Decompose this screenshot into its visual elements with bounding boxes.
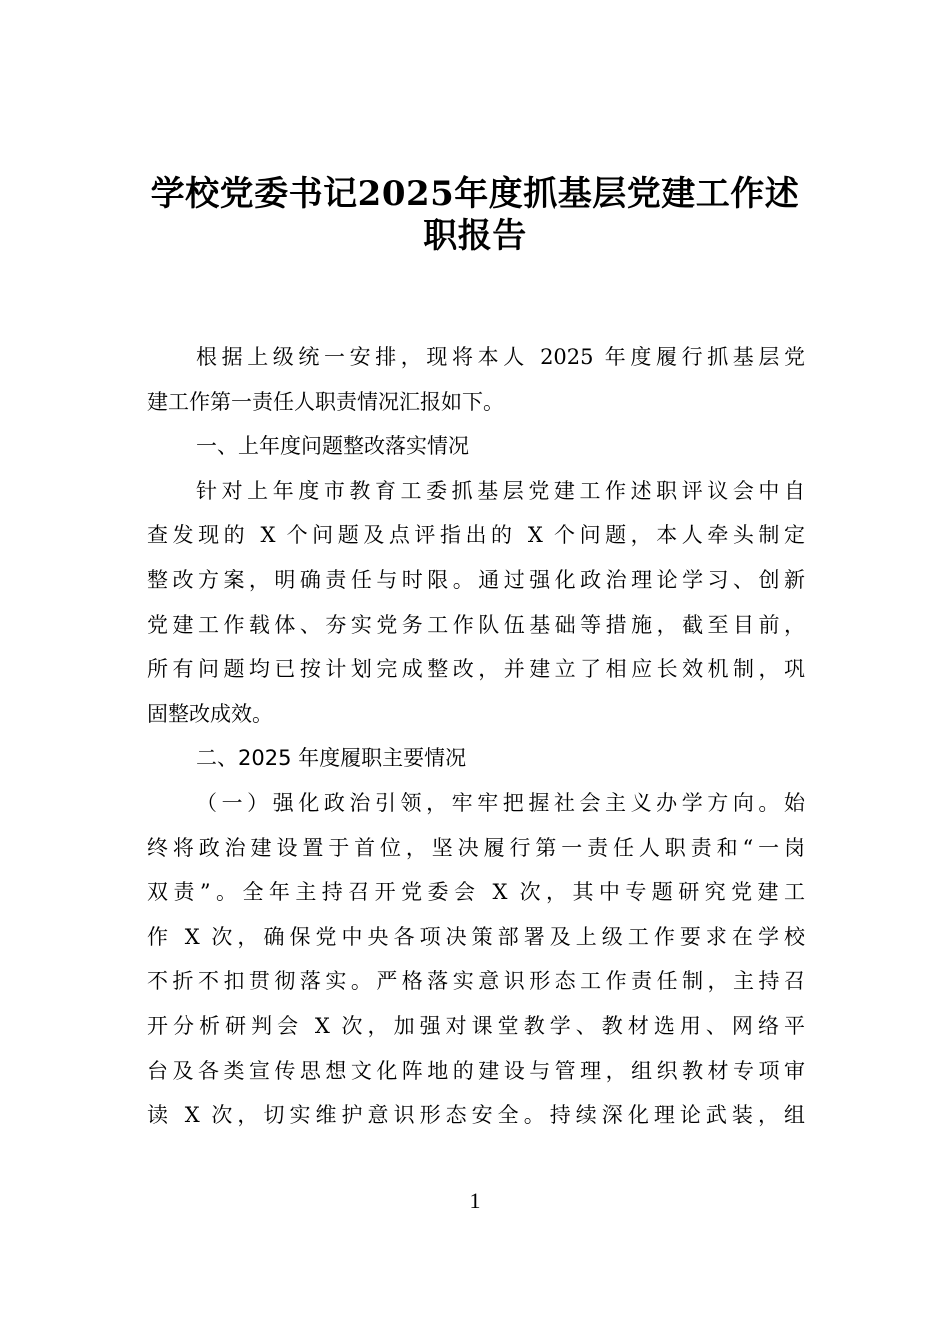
document-title-line-1: 学校党委书记2025年度抓基层党建工作述 xyxy=(150,174,800,214)
paragraph-line: 整改方案，明确责任与时限。通过强化政治理论学习、创新 xyxy=(147,568,805,592)
paragraph-line: 双责”。全年主持召开党委会 X 次，其中专题研究党建工 xyxy=(147,880,805,905)
section-heading: 二、2025 年度履职主要情况 xyxy=(196,746,467,771)
paragraph-line: 所有问题均已按计划完成整改，并建立了相应长效机制，巩 xyxy=(147,657,805,682)
paragraph-line: 根据上级统一安排，现将本人 2025 年度履行抓基层党 xyxy=(196,345,805,369)
paragraph-line: 固整改成效。 xyxy=(147,701,273,726)
paragraph-line: 不折不扣贯彻落实。严格落实意识形态工作责任制，主持召 xyxy=(147,969,805,994)
section-heading: 一、上年度问题整改落实情况 xyxy=(196,434,469,459)
paragraph-line: 终将政治建设置于首位，坚决履行第一责任人职责和“一岗 xyxy=(147,835,805,860)
paragraph-line: （一）强化政治引领，牢牢把握社会主义办学方向。始 xyxy=(196,791,805,815)
document-title-line-2: 职报告 xyxy=(423,216,527,256)
paragraph-line: 开分析研判会 X 次，加强对课堂教学、教材选用、网络平 xyxy=(147,1014,805,1038)
paragraph-line: 读 X 次，切实维护意识形态安全。持续深化理论武装，组 xyxy=(147,1103,805,1128)
paragraph-line: 针对上年度市教育工委抓基层党建工作述职评议会中自 xyxy=(196,478,805,503)
page-number: 1 xyxy=(469,1188,481,1213)
paragraph-line: 建工作第一责任人职责情况汇报如下。 xyxy=(147,389,504,414)
paragraph-line: 查发现的 X 个问题及点评指出的 X 个问题，本人牵头制定 xyxy=(147,523,805,548)
paragraph-line: 台及各类宣传思想文化阵地的建设与管理，组织教材专项审 xyxy=(147,1058,805,1083)
paragraph-line: 党建工作载体、夯实党务工作队伍基础等措施，截至目前， xyxy=(147,612,805,637)
paragraph-line: 作 X 次，确保党中央各项决策部署及上级工作要求在学校 xyxy=(147,924,805,949)
